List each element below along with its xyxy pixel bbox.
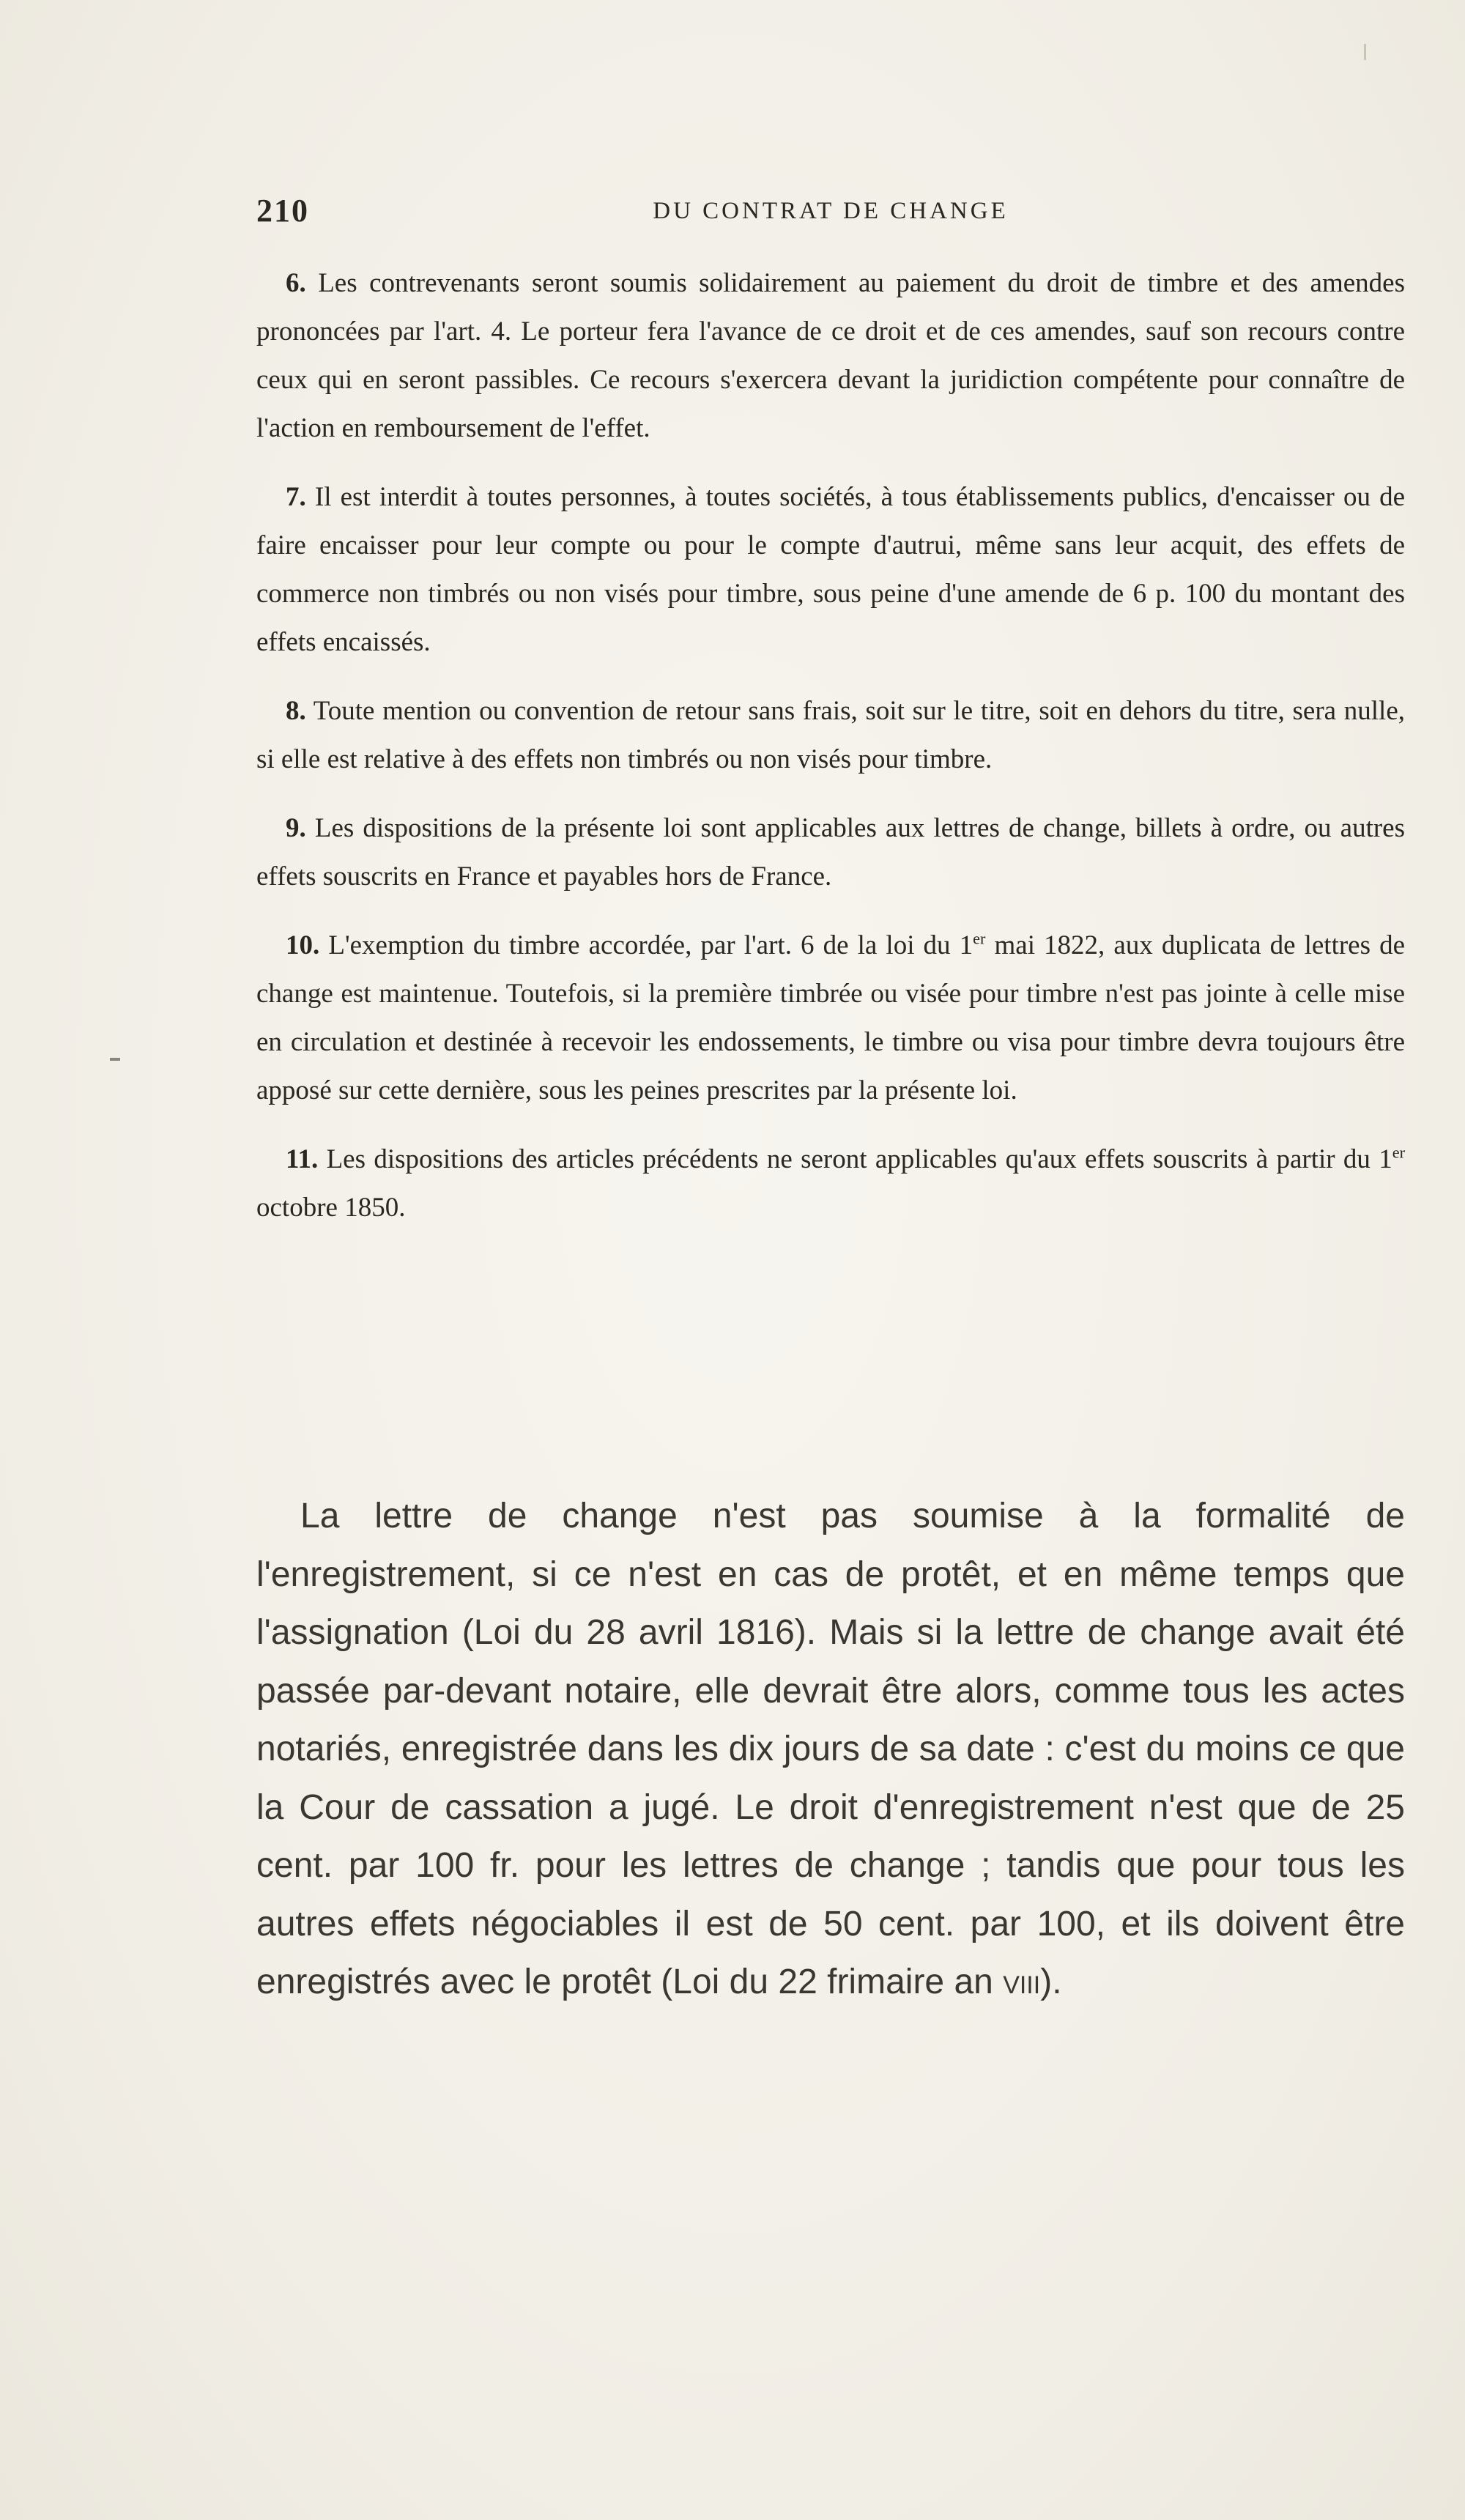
superscript-er: er: [1392, 1143, 1406, 1162]
page-mark: [1364, 44, 1366, 60]
article-text-end: mai 1822, aux duplicata de lettres de change est maintenue. Toutefois, si la première timbrée ou visée pour timbre n'est pas jointe à celle mise en circulation et destinée à recevoir les endossements, le timbre ou visa pour timbre devra toujours être apposé sur cette dernière, sous les peines prescrites par la présente loi.: [256, 930, 1406, 1105]
article-number: 10.: [286, 930, 320, 960]
article-11: [256, 1135, 1405, 1232]
article-text-end: octobre 1850.: [256, 1193, 406, 1223]
article-text: Il est interdit à toutes personnes, à toutes sociétés, à tous établissements publics, d'encaisser ou de faire encaisser pour leur compte ou pour le compte d'autrui, même sans leur acquit, des effets de commerce non timbrés ou non visés pour timbre, sous peine d'une amende de 6 p. 100 du montant des effets encaissés.: [256, 482, 1405, 657]
article-9: [256, 804, 1405, 901]
article-10: [256, 922, 1405, 1115]
article-text-start: Les dispositions des articles précédents ne seront applicables qu'aux effets souscrits à partir du 1: [326, 1144, 1392, 1174]
commentary-paragraph: [256, 1487, 1405, 2012]
article-text-start: L'exemption du timbre accordée, par l'art. 6 de la loi du 1: [328, 930, 973, 960]
article-number: 11.: [286, 1144, 319, 1174]
superscript-er: er: [973, 929, 986, 948]
page-header: [256, 192, 1405, 236]
article-number: 6.: [286, 268, 306, 298]
article-6: [256, 259, 1405, 453]
commentary-roman-numeral: viii: [1003, 1963, 1041, 2001]
article-number: 8.: [286, 696, 306, 726]
article-7: [256, 473, 1405, 667]
article-text: Les dispositions de la présente loi sont applicables aux lettres de change, billets à ordre, ou autres effets souscrits en France et payables hors de France.: [256, 813, 1406, 892]
article-text: Les contrevenants seront soumis solidairement au paiement du droit de timbre et des amendes prononcées par l'art. 4. Le porteur fera l'avance de ce droit et de ces amendes, sauf son recours contre ceux qui en seront passibles. Ce recours s'exercera devant la juridiction compétente pour connaître de l'action en remboursement de l'effet.: [256, 268, 1405, 443]
article-text: Toute mention ou convention de retour sans frais, soit sur le titre, soit en dehors du titre, sera nulle, si elle est relative à des effets non timbrés ou non visés pour timbre.: [256, 696, 1405, 774]
commentary-text-end: ).: [1040, 1963, 1062, 2001]
running-title: DU CONTRAT DE CHANGE: [653, 198, 1009, 224]
article-number: 7.: [286, 482, 306, 512]
article-8: [256, 687, 1405, 784]
margin-dash: [110, 1058, 120, 1061]
law-articles: [256, 259, 1405, 1253]
page-number: 210: [256, 193, 309, 229]
commentary-text: La lettre de change n'est pas soumise à la formalité de l'enregistrement, si ce n'est en cas de protêt, et en même temps que l'assignation (Loi du 28 avril 1816). Mais si la lettre de change avait été passée par-devant notaire, elle devrait être alors, comme tous les actes notariés, enregistrée dans les dix jours de sa date : c'est du moins ce que la Cour de cassation a jugé. Le droit d'enregistrement n'est que de 25 cent. par 100 fr. pour les lettres de change ; tandis que pour tous les autres effets négociables il est de 50 cent. par 100, et ils doivent être enregistrés avec le protêt (Loi du 22 frimaire an: [256, 1497, 1405, 2001]
article-number: 9.: [286, 813, 306, 843]
